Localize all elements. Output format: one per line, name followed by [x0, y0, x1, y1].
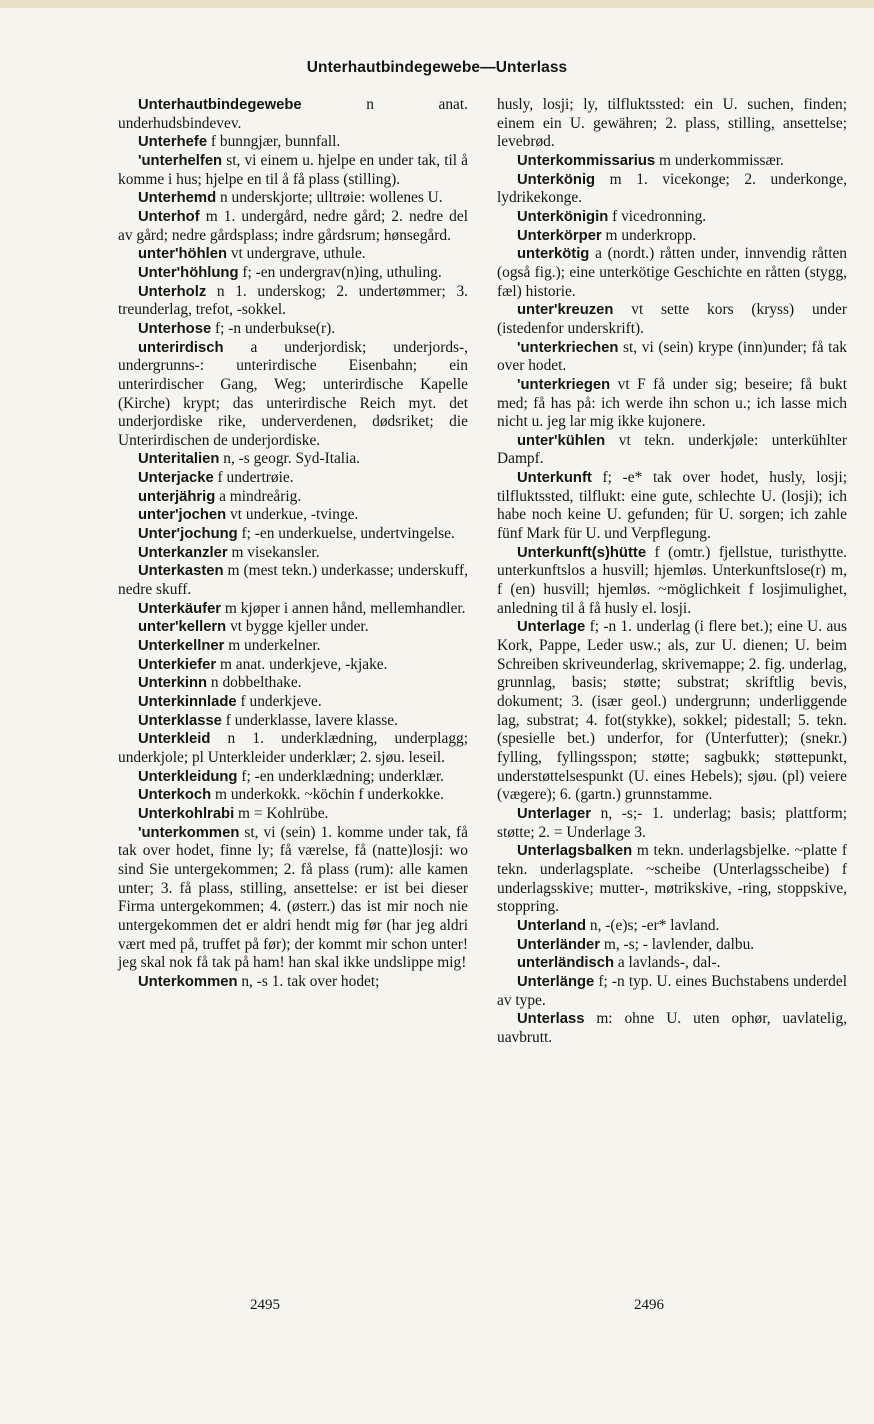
entry-definition: f underklasse, lavere klasse.: [221, 711, 398, 729]
entry-definition: st, vi (sein) 1. komme under tak, få tak over hodet, finne ly; få værelse, få (natte)losji: wo sind Sie untergekommen; 2. få plass (rum): alle kamen unter; 3. få plass, stilling, ansettelse: er ist bei dieser Firma untergekommen; 4. (østerr.) das ist mir noch nie untergekommen det er aldri hendt mig før (har jeg aldri vært med på, truffet på før); der kommt mir schon unter! jeg skal nok få tak på ham! han skal ikke undslippe mig!: [118, 823, 468, 972]
dictionary-entry: [118, 786, 468, 805]
dictionary-entry: [118, 973, 468, 992]
entry-headword: Unterkleidung: [138, 768, 238, 785]
entry-headword: Unterkohlrabi: [138, 805, 235, 822]
page-edge: [0, 0, 874, 8]
entry-headword: Unterländer: [517, 936, 601, 953]
entry-headword: Unterklasse: [138, 712, 222, 729]
dictionary-entry: [118, 320, 468, 339]
dictionary-entry: [497, 936, 847, 955]
dictionary-entry: [497, 954, 847, 973]
entry-definition: m underkropp.: [601, 226, 697, 244]
entry-headword: Unterkinn: [138, 675, 208, 692]
entry-headword: Unterhof: [138, 208, 200, 225]
entry-headword: 'unterkriegen: [517, 376, 611, 393]
page-number-right: 2496: [634, 1297, 664, 1313]
entry-definition: n dobbelthake.: [207, 674, 302, 692]
entry-headword: Unterhose: [138, 320, 212, 337]
entry-definition: f vicedronning.: [608, 207, 707, 225]
entry-headword: unterirdisch: [138, 339, 224, 356]
entry-headword: Unterkörper: [517, 227, 602, 244]
dictionary-entry: [118, 133, 468, 152]
entry-headword: Unterkönig: [517, 171, 596, 188]
entry-headword: unter'kühlen: [517, 432, 606, 449]
dictionary-entry: [118, 152, 468, 189]
dictionary-entry: [118, 96, 468, 133]
dictionary-entry: [497, 301, 847, 338]
entry-definition: f; -en underklædning; underklær.: [237, 767, 444, 785]
entry-definition: f (omtr.) fjellstue, turisthytte. unterkunftslos a husvill; hjemløs. Unterkunftslose(r) m, f (en) husvill; hjemløs. ~möglichkeit f losjimulighet, anledning til å få husly el. losji.: [497, 543, 847, 617]
entry-definition: a (nordt.) råtten under, innvendig råtten (også fig.); eine unterkötige Geschichte en råtten (stygg, fæl) historie.: [497, 245, 847, 300]
entry-headword: Unteritalien: [138, 451, 220, 468]
entry-definition: husly, losji; ly, tilfluktssted: ein U. suchen, finden; einem ein U. gewähren; 2. plass, stilling, ansettelse; levebrød.: [497, 96, 847, 151]
entry-headword: Unterkinnlade: [138, 694, 237, 710]
dictionary-entry: [118, 525, 468, 544]
dictionary-entry: [497, 171, 847, 208]
dictionary-entry: [497, 805, 847, 842]
dictionary-entry: [118, 768, 468, 787]
entry-definition: m tekn. underlagsbjelke. ~platte f tekn. underlagsplate. ~scheibe (Unterlagsscheibe) f underlagsskive; mutter-, møtrikskive, -ring, stoppskive, stoppring.: [497, 842, 847, 916]
dictionary-entry: [118, 674, 468, 693]
entry-headword: Unterkellner: [138, 638, 225, 655]
entry-headword: Unterkleid: [138, 731, 211, 748]
entry-definition: n, -s geogr. Syd-Italia.: [219, 450, 361, 468]
page-number-left: 2495: [250, 1297, 280, 1313]
entry-headword: unter'kellern: [138, 619, 227, 636]
entry-headword: Unterkäufer: [138, 600, 222, 617]
entry-headword: Unterjacke: [138, 470, 214, 487]
dictionary-entry: [497, 339, 847, 376]
entry-headword: Unterlage: [517, 619, 586, 636]
dictionary-entry: [118, 656, 468, 675]
entry-headword: unter'höhlen: [138, 246, 228, 263]
entry-definition: vt bygge kjeller under.: [226, 618, 369, 636]
entry-definition: vt undergrave, uthule.: [227, 245, 366, 263]
entry-headword: Unterhautbindegewebe: [138, 97, 302, 113]
dictionary-entry: [497, 152, 847, 171]
dictionary-entry: [118, 600, 468, 619]
dictionary-entry: [497, 842, 847, 917]
entry-headword: unter'kreuzen: [517, 302, 614, 319]
dictionary-entry: [118, 805, 468, 824]
dictionary-entry: [497, 1010, 847, 1047]
dictionary-entry: [497, 432, 847, 469]
entry-definition: n, -s 1. tak over hodet;: [237, 972, 380, 990]
entry-headword: Unterkunft(s)hütte: [517, 544, 647, 561]
entry-headword: Unterkasten: [138, 563, 224, 580]
entry-definition: f; -n underbukse(r).: [211, 319, 336, 337]
entry-definition: f; -n typ. U. eines Buchstabens underdel av type.: [497, 972, 847, 1009]
entry-headword: Unter'höhlung: [138, 264, 239, 281]
entry-headword: Unterkanzler: [138, 544, 228, 561]
entry-definition: m visekansler.: [227, 543, 320, 561]
entry-definition: vt F få under sig; beseire; få bukt med; få has på: ich werde ihn schon u.; ich lasse mich nicht u. jeg lar mig ikke kujonere.: [497, 375, 847, 431]
entry-definition: n 1. underskog; 2. undertømmer; 3. treunderlag, trefot, -sokkel.: [118, 282, 468, 319]
entry-definition: a lavlands-, dal-.: [614, 954, 721, 972]
entry-definition: m: ohne U. uten ophør, uavlatelig, uavbrutt.: [497, 1010, 847, 1046]
dictionary-entry: [118, 339, 468, 451]
entry-definition: m 1. vicekonge; 2. underkonge, lydrikekonge.: [497, 170, 847, 207]
dictionary-entry: [118, 637, 468, 656]
dictionary-entry: [118, 693, 468, 712]
entry-headword: Unterlänge: [517, 973, 595, 990]
dictionary-entry: [118, 264, 468, 283]
dictionary-entry: [497, 544, 847, 619]
entry-headword: Unterland: [517, 917, 587, 934]
dictionary-entry: [497, 227, 847, 246]
entry-headword: Unterhefe: [138, 134, 208, 151]
entry-definition: m = Kohlrübe.: [234, 804, 329, 822]
dictionary-entry: [118, 189, 468, 208]
dictionary-entry: [497, 376, 847, 432]
entry-definition: m underkelner.: [224, 637, 321, 655]
entry-headword: Unterlager: [517, 805, 592, 822]
entry-definition: n, -(e)s; -er* lavland.: [586, 916, 720, 934]
entry-definition: f; -e* tak over hodet, husly, losji; tilfluktssted, tilflukt: eine gute, schlechte U. (losji); ich habe noch keine U. gefunden; für U. sorgen; ich zahle fünf Mark für U. und Verpflegung.: [497, 469, 847, 543]
entry-headword: Unterlass: [517, 1011, 585, 1028]
entry-headword: 'unterhelfen: [138, 152, 223, 169]
entry-definition: vt tekn. underkjøle: unterkühlter Dampf.: [497, 431, 847, 468]
entry-headword: unterländisch: [517, 955, 615, 972]
entry-definition: f bunngjær, bunnfall.: [207, 133, 341, 151]
entry-headword: Unterhemd: [138, 190, 217, 207]
entry-definition: n underskjorte; ulltrøie: wollenes U.: [216, 189, 443, 207]
entry-headword: unter'jochen: [138, 507, 227, 524]
entry-headword: Unterlagsbalken: [517, 843, 633, 860]
entry-headword: Unterholz: [138, 283, 207, 300]
entry-definition: f undertrøie.: [213, 469, 294, 487]
dictionary-entry: [118, 618, 468, 637]
entry-definition: m (mest tekn.) underkasse; underskuff, nedre skuff.: [118, 562, 468, 599]
entry-headword: Unterkommissarius: [517, 152, 656, 169]
entry-headword: Unterkiefer: [138, 656, 217, 673]
dictionary-entry: [118, 488, 468, 507]
entry-definition: m underkommissær.: [655, 151, 784, 169]
dictionary-entry: [118, 506, 468, 525]
dictionary-entry: [497, 469, 847, 544]
entry-headword: 'unterkommen: [138, 824, 240, 841]
dictionary-entry: [118, 283, 468, 320]
entry-definition: f; -en undergrav(n)ing, uthuling.: [238, 263, 442, 281]
entry-definition: n anat. underhudsbindevev.: [118, 96, 468, 132]
entry-definition: n, -s;- 1. underlag; basis; plattform; støtte; 2. = Underlage 3.: [497, 804, 847, 841]
entry-definition: a mindreårig.: [215, 487, 302, 505]
entry-definition: st, vi (sein) krype (inn)under; få tak over hodet.: [497, 338, 847, 375]
dictionary-entry: [118, 824, 468, 973]
right-column: [497, 96, 847, 1047]
entry-headword: 'unterkriechen: [517, 339, 619, 356]
dictionary-entry: [118, 544, 468, 563]
entry-definition: m anat. underkjeve, -kjake.: [216, 655, 388, 673]
dictionary-entry: [497, 245, 847, 301]
dictionary-entry: [118, 730, 468, 767]
entry-definition: f; -n 1. underlag (i flere bet.); eine U. aus Kork, Pappe, Leder usw.; als, zur U. dienen; U. beim Schreiben skriveunderlag, skrivemappe; 2. fig. underlag, grunnlag, basis; støtte; substrat; skriftlig bevis, dokument; 3. (især geol.) undergrunn; underliggende lag, substrat; 4. fot(stykke), sokkel; pidestall; 5. tekn. (spesielle bet.) underfor, for (Unterfutter); (snekr.) fylling, fyllingsspon; støtte; sagbukk; støttepunkt, understøttelsespunkt (U. eines Hebels); sjøu. (pl) veiere (vægere); 6. (gartn.) grunnstamme.: [497, 618, 847, 804]
entry-definition: n 1. underklædning, underplagg; underkjole; pl Unterkleider underklær; 2. sjøu. leseil.: [118, 730, 468, 766]
dictionary-entry: [118, 562, 468, 599]
entry-definition: st, vi einem u. hjelpe en under tak, til å komme i hus; hjelpe en til å få plass (stilling).: [118, 151, 468, 188]
dictionary-entry: [118, 450, 468, 469]
entry-definition: m kjøper i annen hånd, mellemhandler.: [221, 599, 466, 617]
entry-headword: Unter'jochung: [138, 526, 238, 543]
dictionary-entry: [118, 469, 468, 488]
entry-headword: Unterkoch: [138, 787, 212, 804]
entry-definition: m underkokk. ~köchin f underkokke.: [211, 786, 444, 804]
entry-definition: f; -en underkuelse, undertvingelse.: [237, 525, 455, 543]
left-column: [118, 96, 468, 992]
entry-headword: Unterkommen: [138, 973, 238, 990]
dictionary-entry: [118, 712, 468, 731]
entry-definition: f underkjeve.: [236, 693, 322, 710]
dictionary-entry: [497, 973, 847, 1010]
entry-definition: m, -s; - lavlender, dalbu.: [600, 935, 755, 953]
running-header: Unterhautbindegewebe—Unterlass: [306, 59, 568, 76]
dictionary-entry: [497, 208, 847, 227]
entry-headword: unterjährig: [138, 488, 216, 505]
entry-headword: unterkötig: [517, 246, 590, 263]
entry-definition: vt sette kors (kryss) under (istedenfor underskrift).: [497, 301, 847, 337]
entry-headword: Unterkönigin: [517, 208, 609, 225]
dictionary-entry: [118, 208, 468, 245]
dictionary-entry: [497, 618, 847, 805]
entry-headword: Unterkunft: [517, 470, 592, 487]
entry-definition: m 1. undergård, nedre gård; 2. nedre del av gård; nedre gårdsplass; indre gårdsrum; hønsegård.: [118, 207, 468, 244]
dictionary-entry: [118, 245, 468, 264]
dictionary-entry: [497, 96, 847, 152]
entry-definition: vt underkue, -tvinge.: [226, 506, 359, 524]
entry-definition: a underjordisk; underjords-, undergrunns-: unterirdische Eisenbahn; ein unterirdischer Gang, Weg; unterirdische Kapelle (Kirche) krypt; das unterirdische Reich myt. det underjordiske rike, underverdenen, dødsriket; die Unterirdischen de underjordiske.: [118, 338, 468, 449]
dictionary-entry: [497, 917, 847, 936]
